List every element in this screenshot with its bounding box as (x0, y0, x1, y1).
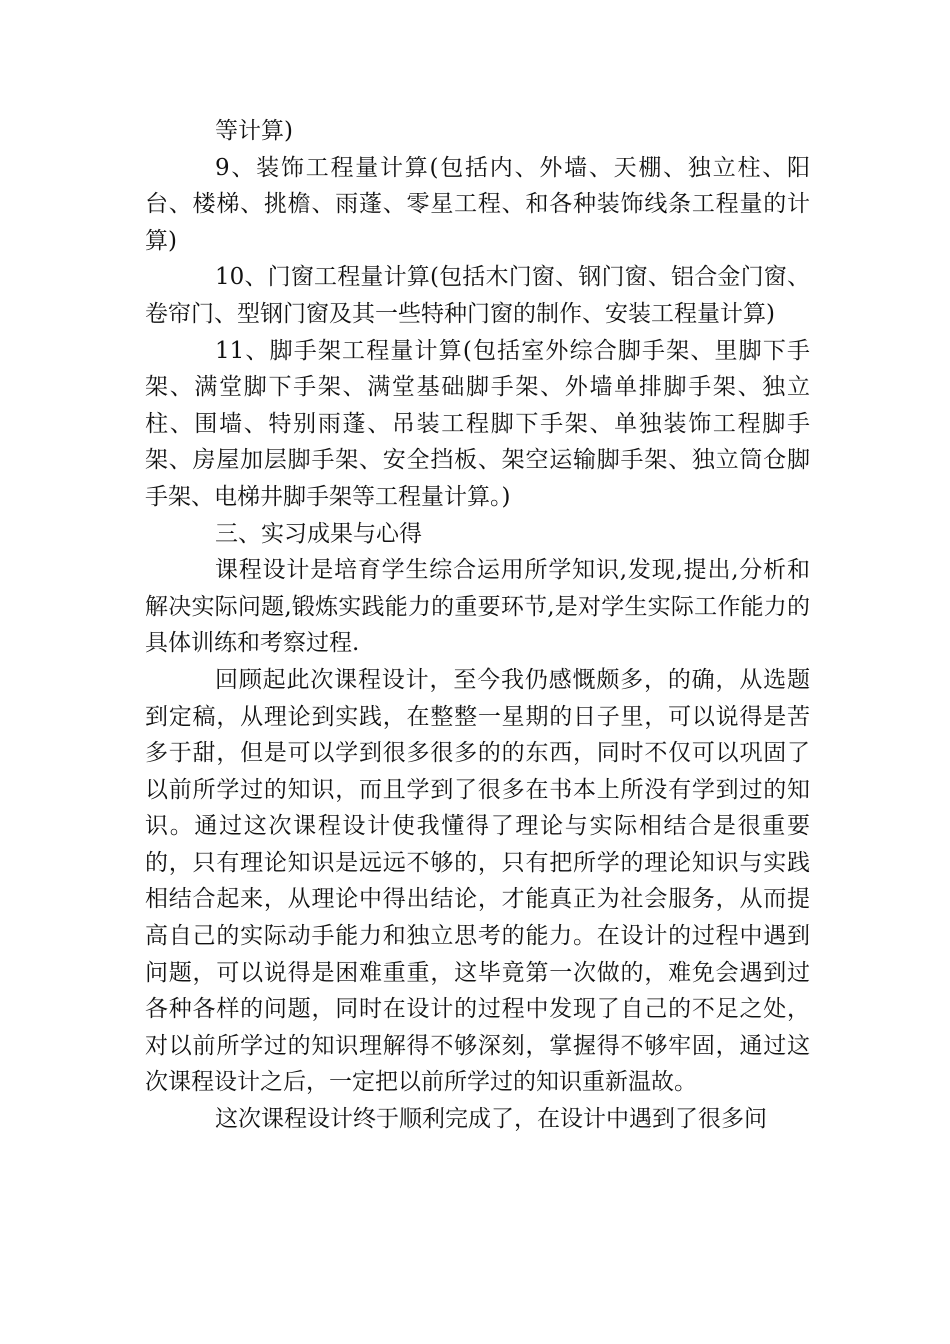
paragraph-reflection: 回顾起此次课程设计，至今我仍感慨颇多，的确，从选题到定稿，从理论到实践，在整整一星期的日子里，可以说得是苦多于甜，但是可以学到很多很多的的东西，同时不仅可以巩固了以前所学过的知识，而且学到了很多在书本上所没有学到过的知识。通过这次课程设计使我懂得了理论与实际相结合是很重要的，只有理论知识是远远不够的，只有把所学的理论知识与实践相结合起来，从理论中得出结论，才能真正为社会服务，从而提高自己的实际动手能力和独立思考的能力。在设计的过程中遇到问题，可以说得是困难重重，这毕竟第一次做的，难免会遇到过各种各样的问题，同时在设计的过程中发现了自己的不足之处，对以前所学过的知识理解得不够深刻，掌握得不够牢固，通过这次课程设计之后，一定把以前所学过的知识重新温故。 (145, 666, 810, 1096)
document-body (145, 113, 810, 1138)
section-heading-results: 三、实习成果与心得 (215, 520, 422, 547)
paragraph-item-9-decoration: 9、装饰工程量计算(包括内、外墙、天棚、独立柱、阳台、楼梯、挑檐、雨蓬、零星工程、和各种装饰线条工程量的计算) (145, 154, 810, 254)
paragraph-item-9-continuation: 等计算) (215, 118, 293, 144)
paragraph-course-design-intro: 课程设计是培育学生综合运用所学知识,发现,提出,分析和解决实际问题,锻炼实践能力的重要环节,是对学生实际工作能力的具体训练和考察过程. (145, 557, 810, 657)
paragraph-item-10-doors-windows: 10、门窗工程量计算(包括木门窗、钢门窗、铝合金门窗、卷帘门、型钢门窗及其一些特种门窗的制作、安装工程量计算) (145, 264, 810, 327)
paragraph-conclusion-start: 这次课程设计终于顺利完成了，在设计中遇到了很多问 (215, 1106, 767, 1133)
paragraph-item-11-scaffolding: 11、脚手架工程量计算(包括室外综合脚手架、里脚下手架、满堂脚下手架、满堂基础脚手架、外墙单排脚手架、独立柱、围墙、特别雨蓬、吊装工程脚下手架、单独装饰工程脚手架、房屋加层脚手架、安全挡板、架空运输脚手架、独立筒仓脚手架、电梯井脚手架等工程量计算。) (145, 337, 810, 510)
